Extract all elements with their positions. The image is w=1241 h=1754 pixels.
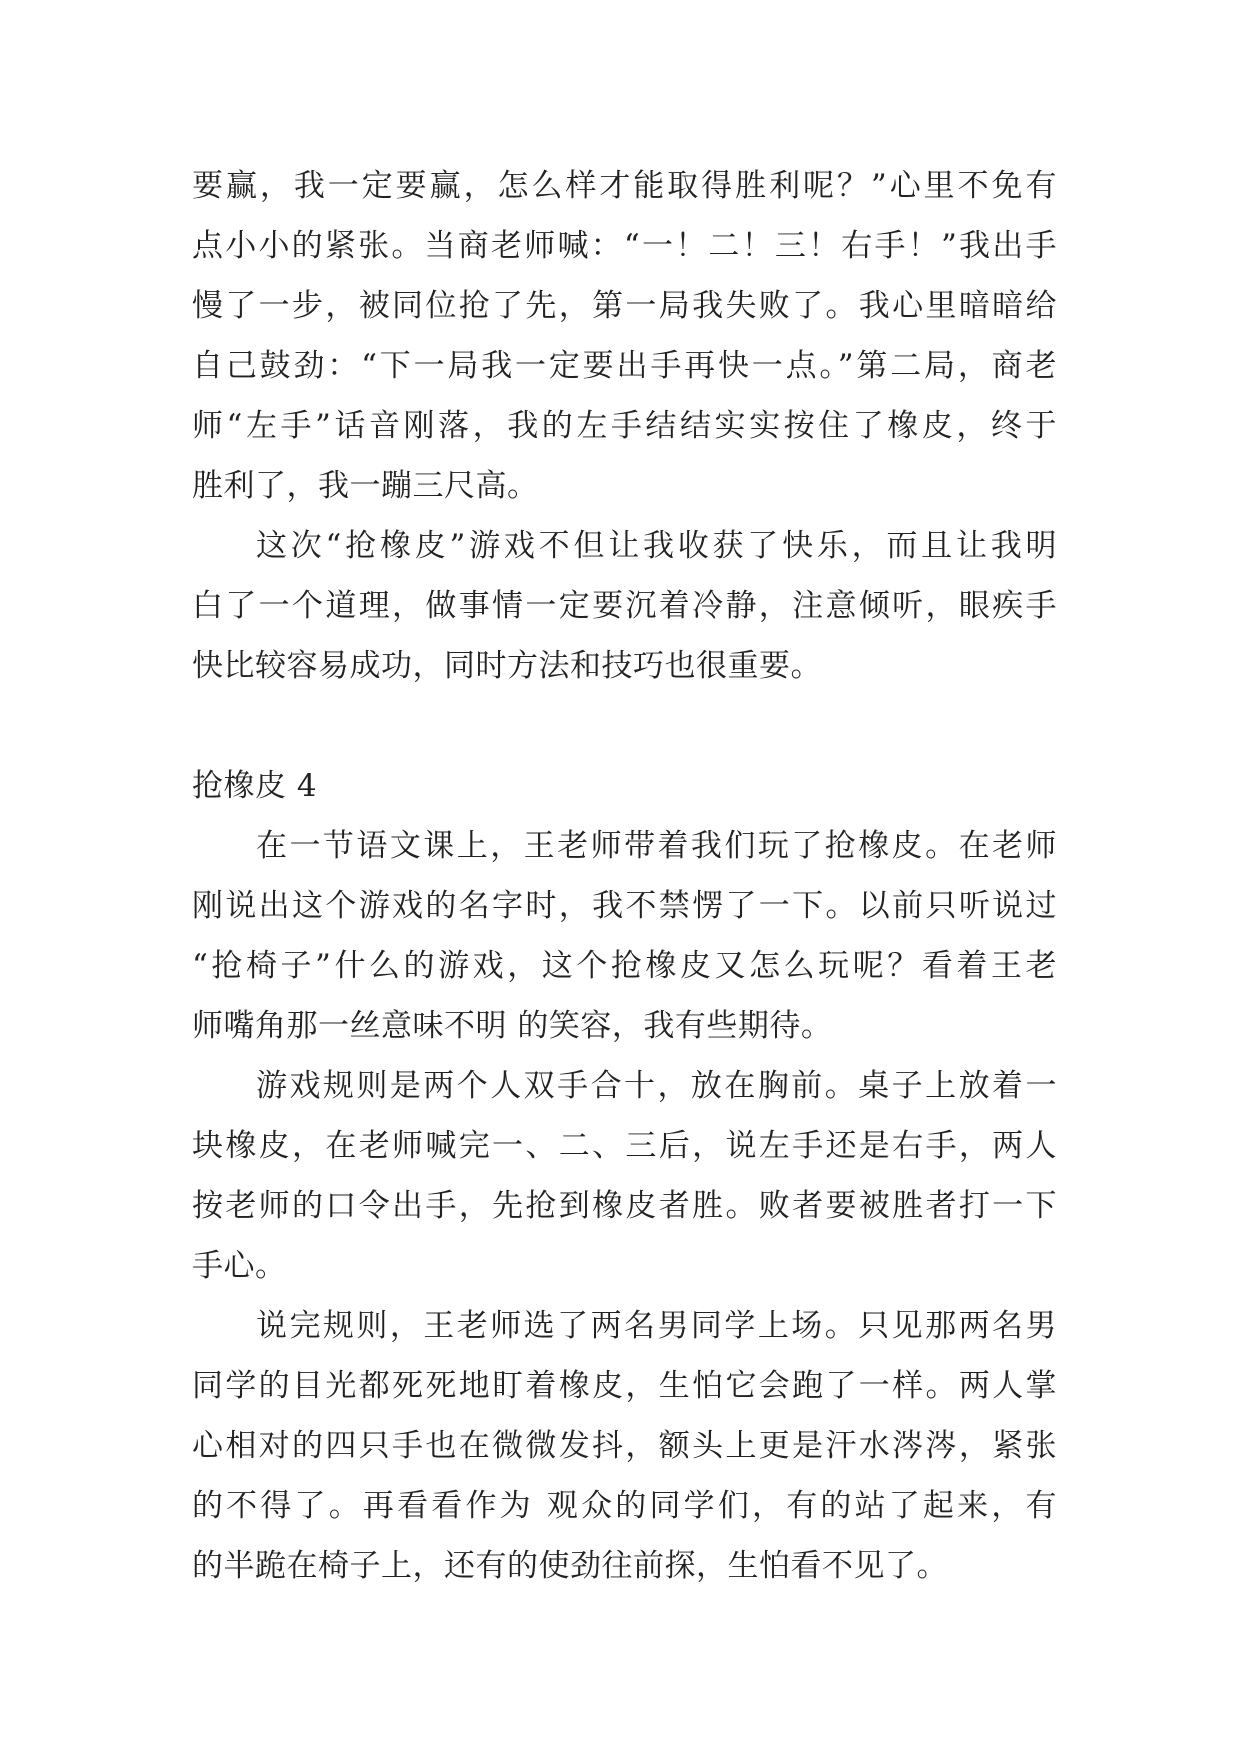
text-line: 手心。 [192, 1248, 287, 1284]
text-line: 白了一个道理，做事情一定要沉着冷静，注意倾听，眼疾手 [192, 588, 1057, 624]
text-line: 这次“抢橡皮”游戏不但让我收获了快乐，而且让我明 [256, 528, 1057, 564]
text-line: 按老师的口令出手，先抢到橡皮者胜。败者要被胜者打一下 [192, 1188, 1057, 1224]
text-line: 说完规则，王老师选了两名男同学上场。只见那两名男 [256, 1308, 1057, 1344]
text-line: 在一节语文课上，王老师带着我们玩了抢橡皮。在老师 [256, 828, 1057, 864]
text-line: 胜利了，我一蹦三尺高。 [192, 468, 539, 504]
text-line: 游戏规则是两个人双手合十，放在胸前。桌子上放着一 [256, 1068, 1057, 1104]
text-line: 慢了一步，被同位抢了先，第一局我失败了。我心里暗暗给 [192, 288, 1057, 324]
text-line: 师嘴角那一丝意味不明 的笑容，我有些期待。 [192, 1008, 833, 1044]
text-line: “抢椅子”什么的游戏，这个抢橡皮又怎么玩呢？看着王老 [192, 948, 1057, 984]
text-line: 的不得了。再看看作为 观众的同学们，有的站了起来，有 [192, 1488, 1057, 1524]
text-line: 块橡皮，在老师喊完一、二、三后，说左手还是右手，两人 [192, 1128, 1057, 1164]
text-line: 同学的目光都死死地盯着橡皮，生怕它会跑了一样。两人掌 [192, 1368, 1057, 1404]
text-line: 师“左手”话音刚落，我的左手结结实实按住了橡皮，终于 [192, 408, 1057, 444]
text-line: 点小小的紧张。当商老师喊：“一！二！三！右手！”我出手 [192, 228, 1057, 264]
text-line: 自己鼓劲：“下一局我一定要出手再快一点。”第二局，商老 [192, 348, 1057, 384]
text-line: 快比较容易成功，同时方法和技巧也很重要。 [192, 648, 822, 684]
text-line: 要赢，我一定要赢，怎么样才能取得胜利呢？”心里不免有 [192, 168, 1057, 204]
essay-title: 抢橡皮 4 [192, 768, 318, 804]
text-line: 心相对的四只手也在微微发抖，额头上更是汗水涔涔，紧张 [192, 1428, 1057, 1464]
text-line: 的半跪在椅子上，还有的使劲往前探，生怕看不见了。 [192, 1548, 948, 1584]
text-line: 刚说出这个游戏的名字时，我不禁愣了一下。以前只听说过 [192, 888, 1057, 924]
